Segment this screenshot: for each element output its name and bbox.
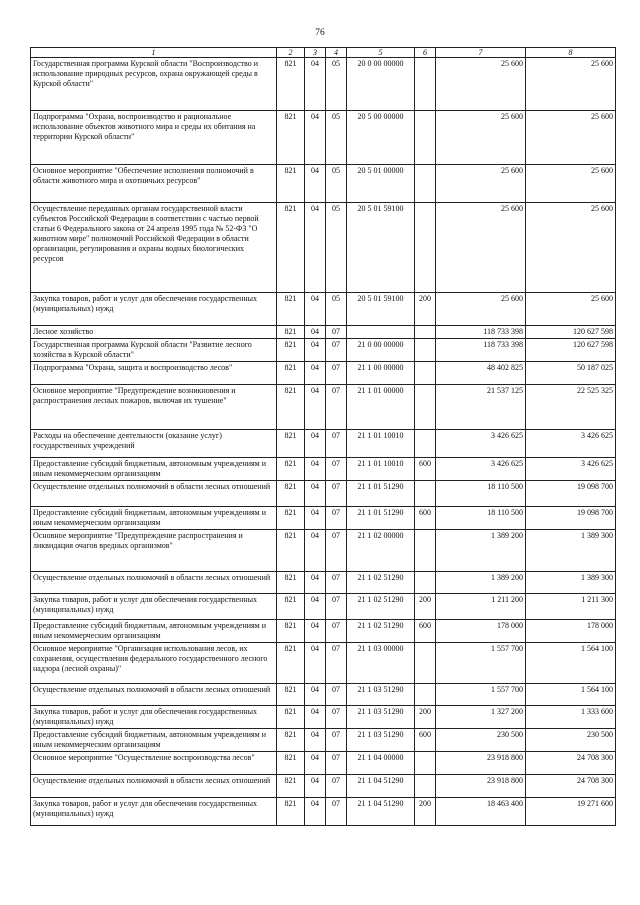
section-code: 04 — [305, 620, 326, 643]
expense-type: 200 — [415, 594, 436, 620]
amount-year-2: 25 600 — [526, 165, 616, 203]
expense-type — [415, 339, 436, 362]
table-row — [31, 203, 616, 293]
subsection-code: 07 — [326, 572, 347, 594]
expense-type: 200 — [415, 798, 436, 826]
table-row — [31, 362, 616, 385]
expense-type — [415, 430, 436, 458]
table-row — [31, 326, 616, 339]
subsection-code: 07 — [326, 620, 347, 643]
amount-year-1: 23 918 800 — [436, 775, 526, 798]
expense-type: 600 — [415, 507, 436, 530]
subsection-code: 07 — [326, 594, 347, 620]
amount-year-2: 19 271 600 — [526, 798, 616, 826]
table-row — [31, 643, 616, 684]
subsection-code: 05 — [326, 165, 347, 203]
amount-year-2: 24 708 300 — [526, 775, 616, 798]
target-code: 21 1 04 51290 — [347, 775, 415, 798]
admin-code: 821 — [277, 165, 305, 203]
section-code: 04 — [305, 111, 326, 165]
section-code: 04 — [305, 798, 326, 826]
admin-code: 821 — [277, 293, 305, 326]
section-code: 04 — [305, 430, 326, 458]
column-header: 7 — [436, 48, 526, 58]
section-code: 04 — [305, 775, 326, 798]
column-header: 6 — [415, 48, 436, 58]
amount-year-1: 25 600 — [436, 293, 526, 326]
amount-year-1: 18 463 400 — [436, 798, 526, 826]
item-name: Предоставление субсидий бюджетным, автономным учреждениям и иным некоммерческим организациям — [31, 729, 277, 752]
item-name: Закупка товаров, работ и услуг для обеспечения государственных (муниципальных) нужд — [31, 293, 277, 326]
expense-type — [415, 362, 436, 385]
target-code: 20 5 01 59100 — [347, 293, 415, 326]
table-row — [31, 481, 616, 507]
section-code: 04 — [305, 643, 326, 684]
expense-type — [415, 775, 436, 798]
expense-type — [415, 326, 436, 339]
amount-year-2: 1 389 300 — [526, 530, 616, 572]
section-code: 04 — [305, 594, 326, 620]
item-name: Осуществление переданных органам государственной власти субъектов Российской Федерации в соответствии с частью первой статьи 6 Федерального закона от 24 апреля 1995 года № 52-ФЗ "О животном мире" полномочий Российской Федерации в области организации, регулирования и охраны водных биологических ресурсов — [31, 203, 277, 293]
amount-year-2: 1 333 600 — [526, 706, 616, 729]
amount-year-1: 3 426 625 — [436, 430, 526, 458]
subsection-code: 07 — [326, 458, 347, 481]
target-code: 21 1 00 00000 — [347, 362, 415, 385]
table-row — [31, 58, 616, 111]
section-code: 04 — [305, 293, 326, 326]
amount-year-2: 1 211 300 — [526, 594, 616, 620]
amount-year-1: 25 600 — [436, 58, 526, 111]
expense-type — [415, 111, 436, 165]
subsection-code: 07 — [326, 362, 347, 385]
admin-code: 821 — [277, 643, 305, 684]
subsection-code: 05 — [326, 293, 347, 326]
item-name: Предоставление субсидий бюджетным, автономным учреждениям и иным некоммерческим организациям — [31, 507, 277, 530]
budget-table — [30, 47, 616, 826]
table-row — [31, 339, 616, 362]
expense-type — [415, 165, 436, 203]
amount-year-1: 25 600 — [436, 203, 526, 293]
amount-year-1: 1 327 200 — [436, 706, 526, 729]
column-header: 1 — [31, 48, 277, 58]
amount-year-2: 25 600 — [526, 111, 616, 165]
expense-type — [415, 572, 436, 594]
amount-year-2: 230 500 — [526, 729, 616, 752]
amount-year-1: 1 557 700 — [436, 643, 526, 684]
target-code: 20 5 01 59100 — [347, 203, 415, 293]
amount-year-2: 178 000 — [526, 620, 616, 643]
table-row — [31, 458, 616, 481]
amount-year-2: 1 389 300 — [526, 572, 616, 594]
table-row — [31, 798, 616, 826]
target-code: 21 1 03 51290 — [347, 729, 415, 752]
admin-code: 821 — [277, 572, 305, 594]
amount-year-2: 50 187 025 — [526, 362, 616, 385]
item-name: Осуществление отдельных полномочий в области лесных отношений — [31, 775, 277, 798]
expense-type — [415, 643, 436, 684]
expense-type: 200 — [415, 706, 436, 729]
amount-year-2: 22 525 325 — [526, 385, 616, 430]
target-code: 21 1 02 00000 — [347, 530, 415, 572]
table-row — [31, 752, 616, 775]
expense-type — [415, 203, 436, 293]
table-header-row — [31, 48, 616, 58]
section-code: 04 — [305, 530, 326, 572]
item-name: Предоставление субсидий бюджетным, автономным учреждениям и иным некоммерческим организациям — [31, 458, 277, 481]
table-row — [31, 729, 616, 752]
expense-type: 600 — [415, 458, 436, 481]
amount-year-1: 118 733 398 — [436, 339, 526, 362]
table-row — [31, 706, 616, 729]
amount-year-1: 18 110 500 — [436, 507, 526, 530]
column-header: 4 — [326, 48, 347, 58]
subsection-code: 07 — [326, 481, 347, 507]
expense-type — [415, 481, 436, 507]
amount-year-1: 48 402 825 — [436, 362, 526, 385]
subsection-code: 07 — [326, 339, 347, 362]
target-code: 20 5 01 00000 — [347, 165, 415, 203]
amount-year-2: 120 627 598 — [526, 326, 616, 339]
section-code: 04 — [305, 684, 326, 706]
admin-code: 821 — [277, 362, 305, 385]
section-code: 04 — [305, 706, 326, 729]
expense-type — [415, 530, 436, 572]
target-code: 21 1 03 51290 — [347, 684, 415, 706]
amount-year-2: 1 564 100 — [526, 643, 616, 684]
item-name: Закупка товаров, работ и услуг для обеспечения государственных (муниципальных) нужд — [31, 706, 277, 729]
item-name: Подпрограмма "Охрана, защита и воспроизводство лесов" — [31, 362, 277, 385]
table-row — [31, 293, 616, 326]
subsection-code: 07 — [326, 326, 347, 339]
item-name: Основное мероприятие "Осуществление воспроизводства лесов" — [31, 752, 277, 775]
target-code: 21 1 03 00000 — [347, 643, 415, 684]
subsection-code: 07 — [326, 729, 347, 752]
section-code: 04 — [305, 385, 326, 430]
amount-year-2: 120 627 598 — [526, 339, 616, 362]
subsection-code: 05 — [326, 58, 347, 111]
subsection-code: 07 — [326, 752, 347, 775]
amount-year-2: 1 564 100 — [526, 684, 616, 706]
target-code: 21 1 03 51290 — [347, 706, 415, 729]
admin-code: 821 — [277, 706, 305, 729]
admin-code: 821 — [277, 326, 305, 339]
table-row — [31, 385, 616, 430]
table-row — [31, 530, 616, 572]
item-name: Осуществление отдельных полномочий в области лесных отношений — [31, 684, 277, 706]
amount-year-2: 19 098 700 — [526, 481, 616, 507]
expense-type — [415, 385, 436, 430]
table-row — [31, 572, 616, 594]
expense-type — [415, 684, 436, 706]
amount-year-2: 3 426 625 — [526, 458, 616, 481]
target-code: 20 5 00 00000 — [347, 111, 415, 165]
target-code: 21 1 01 10010 — [347, 430, 415, 458]
admin-code: 821 — [277, 530, 305, 572]
admin-code: 821 — [277, 458, 305, 481]
section-code: 04 — [305, 362, 326, 385]
target-code — [347, 326, 415, 339]
column-header: 3 — [305, 48, 326, 58]
table-row — [31, 620, 616, 643]
item-name: Осуществление отдельных полномочий в области лесных отношений — [31, 481, 277, 507]
item-name: Основное мероприятие "Обеспечение исполнения полномочий в области животного мира и охотничьих ресурсов" — [31, 165, 277, 203]
amount-year-1: 118 733 398 — [436, 326, 526, 339]
admin-code: 821 — [277, 752, 305, 775]
section-code: 04 — [305, 165, 326, 203]
amount-year-2: 3 426 625 — [526, 430, 616, 458]
admin-code: 821 — [277, 729, 305, 752]
subsection-code: 07 — [326, 706, 347, 729]
target-code: 21 1 02 51290 — [347, 594, 415, 620]
target-code: 21 1 01 51290 — [347, 481, 415, 507]
expense-type: 600 — [415, 620, 436, 643]
admin-code: 821 — [277, 111, 305, 165]
amount-year-1: 1 389 200 — [436, 530, 526, 572]
table-row — [31, 775, 616, 798]
amount-year-2: 25 600 — [526, 293, 616, 326]
section-code: 04 — [305, 752, 326, 775]
table-row — [31, 507, 616, 530]
target-code: 21 1 01 10010 — [347, 458, 415, 481]
item-name: Осуществление отдельных полномочий в области лесных отношений — [31, 572, 277, 594]
target-code: 21 1 02 51290 — [347, 572, 415, 594]
amount-year-1: 178 000 — [436, 620, 526, 643]
item-name: Основное мероприятие "Предупреждение распространения и ликвидация очагов вредных организмов" — [31, 530, 277, 572]
subsection-code: 07 — [326, 798, 347, 826]
table-row — [31, 594, 616, 620]
target-code: 21 1 02 51290 — [347, 620, 415, 643]
admin-code: 821 — [277, 385, 305, 430]
admin-code: 821 — [277, 339, 305, 362]
section-code: 04 — [305, 729, 326, 752]
section-code: 04 — [305, 203, 326, 293]
subsection-code: 05 — [326, 111, 347, 165]
amount-year-1: 23 918 800 — [436, 752, 526, 775]
target-code: 21 1 04 00000 — [347, 752, 415, 775]
section-code: 04 — [305, 458, 326, 481]
expense-type — [415, 752, 436, 775]
item-name: Лесное хозяйство — [31, 326, 277, 339]
amount-year-2: 25 600 — [526, 203, 616, 293]
admin-code: 821 — [277, 775, 305, 798]
amount-year-1: 1 211 200 — [436, 594, 526, 620]
admin-code: 821 — [277, 481, 305, 507]
table-row — [31, 430, 616, 458]
subsection-code: 07 — [326, 530, 347, 572]
amount-year-2: 24 708 300 — [526, 752, 616, 775]
table-row — [31, 165, 616, 203]
item-name: Государственная программа Курской области "Развитие лесного хозяйства в Курской области" — [31, 339, 277, 362]
item-name: Государственная программа Курской области "Воспроизводство и использование природных ресурсов, охрана окружающей среды в Курской области" — [31, 58, 277, 111]
item-name: Закупка товаров, работ и услуг для обеспечения государственных (муниципальных) нужд — [31, 594, 277, 620]
item-name: Закупка товаров, работ и услуг для обеспечения государственных (муниципальных) нужд — [31, 798, 277, 826]
amount-year-1: 230 500 — [436, 729, 526, 752]
expense-type — [415, 58, 436, 111]
section-code: 04 — [305, 339, 326, 362]
amount-year-1: 3 426 625 — [436, 458, 526, 481]
subsection-code: 07 — [326, 385, 347, 430]
amount-year-1: 25 600 — [436, 165, 526, 203]
target-code: 21 0 00 00000 — [347, 339, 415, 362]
admin-code: 821 — [277, 430, 305, 458]
target-code: 21 1 01 00000 — [347, 385, 415, 430]
admin-code: 821 — [277, 507, 305, 530]
admin-code: 821 — [277, 620, 305, 643]
table-row — [31, 111, 616, 165]
amount-year-1: 1 557 700 — [436, 684, 526, 706]
item-name: Расходы на обеспечение деятельности (оказание услуг) государственных учреждений — [31, 430, 277, 458]
target-code: 20 0 00 00000 — [347, 58, 415, 111]
amount-year-2: 25 600 — [526, 58, 616, 111]
amount-year-1: 25 600 — [436, 111, 526, 165]
target-code: 21 1 04 51290 — [347, 798, 415, 826]
subsection-code: 07 — [326, 775, 347, 798]
admin-code: 821 — [277, 594, 305, 620]
subsection-code: 07 — [326, 507, 347, 530]
column-header: 2 — [277, 48, 305, 58]
subsection-code: 07 — [326, 643, 347, 684]
section-code: 04 — [305, 507, 326, 530]
section-code: 04 — [305, 572, 326, 594]
subsection-code: 07 — [326, 684, 347, 706]
admin-code: 821 — [277, 203, 305, 293]
column-header: 8 — [526, 48, 616, 58]
amount-year-1: 21 537 125 — [436, 385, 526, 430]
target-code: 21 1 01 51290 — [347, 507, 415, 530]
section-code: 04 — [305, 58, 326, 111]
page-number: 76 — [315, 28, 325, 38]
table-row — [31, 684, 616, 706]
amount-year-1: 18 110 500 — [436, 481, 526, 507]
admin-code: 821 — [277, 798, 305, 826]
item-name: Предоставление субсидий бюджетным, автономным учреждениям и иным некоммерческим организациям — [31, 620, 277, 643]
admin-code: 821 — [277, 58, 305, 111]
expense-type: 200 — [415, 293, 436, 326]
admin-code: 821 — [277, 684, 305, 706]
section-code: 04 — [305, 481, 326, 507]
item-name: Основное мероприятие "Организация использования лесов, их сохранения, осуществления федерального государственного лесного надзора (лесной охраны)" — [31, 643, 277, 684]
subsection-code: 07 — [326, 430, 347, 458]
item-name: Подпрограмма "Охрана, воспроизводство и рациональное использование объектов животного мира и среды их обитания на территории Курской области" — [31, 111, 277, 165]
subsection-code: 05 — [326, 203, 347, 293]
amount-year-2: 19 098 700 — [526, 507, 616, 530]
amount-year-1: 1 389 200 — [436, 572, 526, 594]
section-code: 04 — [305, 326, 326, 339]
expense-type: 600 — [415, 729, 436, 752]
column-header: 5 — [347, 48, 415, 58]
item-name: Основное мероприятие "Предупреждение возникновения и распространения лесных пожаров, включая их тушение" — [31, 385, 277, 430]
